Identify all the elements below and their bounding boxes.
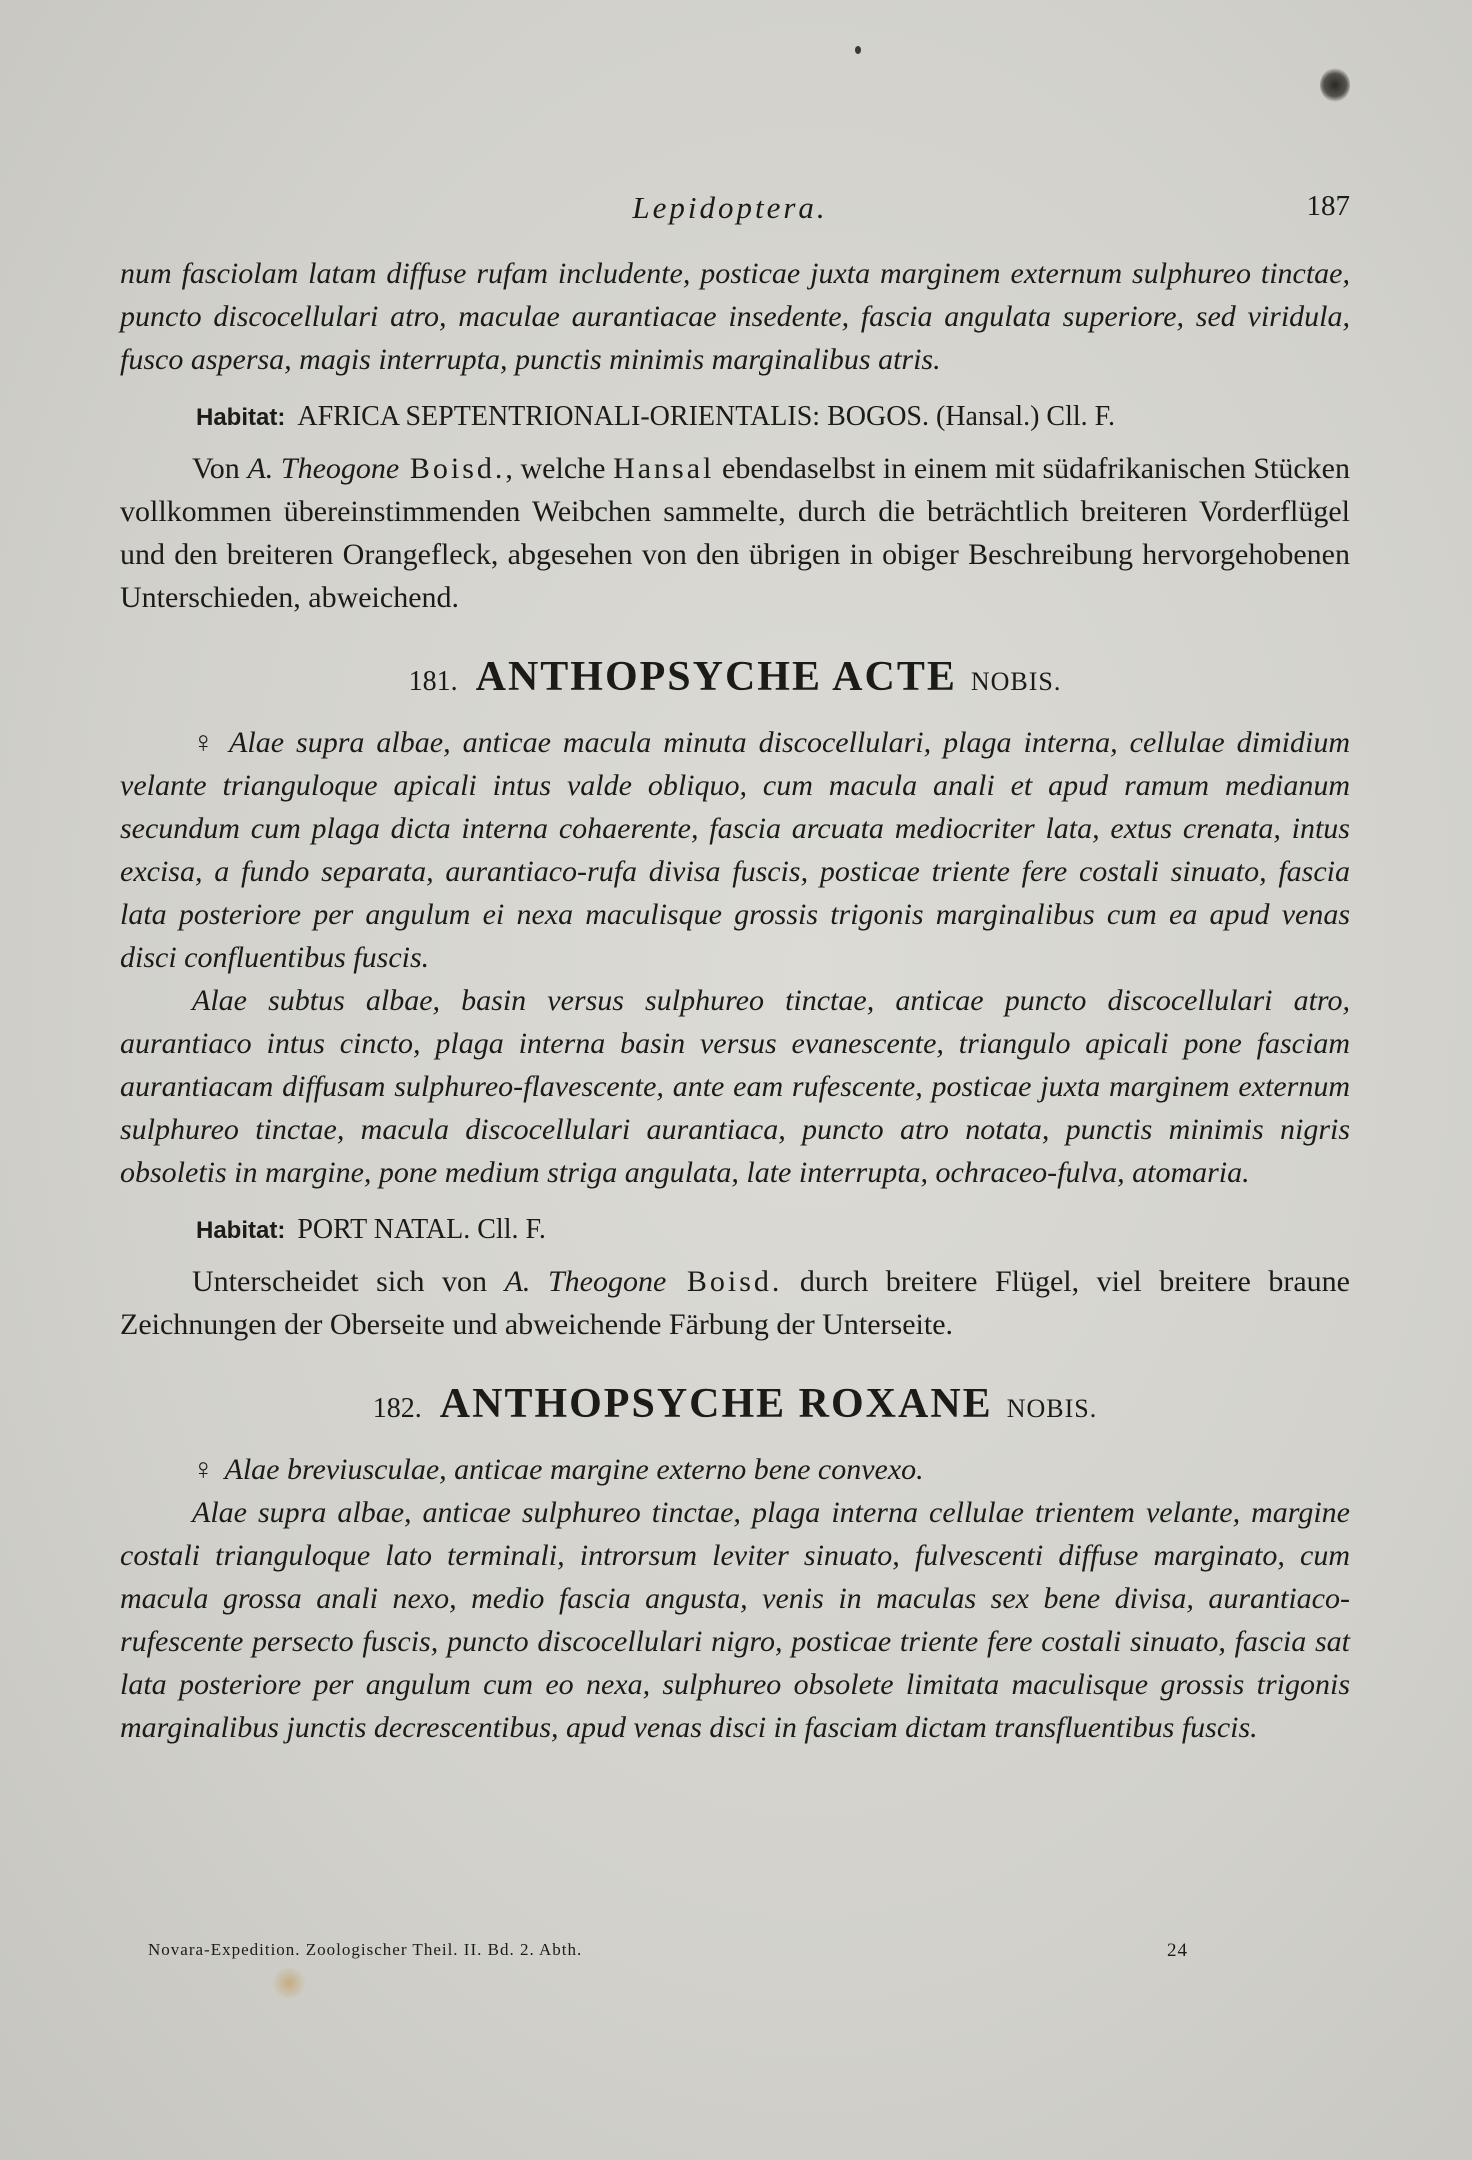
german-remark	[120, 1260, 1350, 1346]
habitat-text: PORT NATAL. Cll. F.	[297, 1214, 546, 1245]
german-text: , welche	[505, 452, 614, 485]
species-heading-181	[120, 653, 1350, 701]
female-symbol-icon: ♀	[192, 726, 220, 759]
footer-imprint: Novara-Expedition. Zoologischer Theil. II. Bd. 2. Abth.	[148, 1940, 583, 1959]
german-text: Von	[192, 452, 248, 485]
latin-text: Alae breviusculae, anticae margine externo bene convexo.	[224, 1453, 924, 1486]
german-text: durch breitere Flügel, viel breitere braune Zeichnungen der Oberseite und abweichende Färbung der Unterseite.	[120, 1265, 1350, 1341]
species-heading-182	[120, 1380, 1350, 1428]
species-number: 182.	[372, 1393, 422, 1424]
species-number: 181.	[408, 666, 458, 697]
habitat-text: AFRICA SEPTENTRIONALI-ORIENTALIS: BOGOS. (Hansal.) Cll. F.	[297, 401, 1115, 432]
species-name: A. Theogone	[504, 1265, 667, 1298]
habitat-label: Habitat:	[196, 1217, 286, 1244]
foxing-stain	[272, 1968, 306, 1998]
page-footer	[148, 1940, 1188, 1964]
latin-description-upperside: Alae supra albae, anticae sulphureo tinctae, plaga interna cellulae trientem velante, margine costali trianguloque lato terminali, introrsum leviter sinuato, fulvescenti diffuse marginato, cum macula grossa anali nexo, medio fascia angusta, venis in maculas sex bene divisa, aurantiaco-rufescente persecto fuscis, puncto discocellulari nigro, posticae triente fere costali sinuato, fascia sat lata posteriore per angulum cum eo nexa, sulphureo obsolete limitata maculisque grossis trigonis marginalibus junctis decrescentibus, apud venas disci in fasciam dictam transfluentibus fuscis.	[120, 1496, 1350, 1744]
species-title: ANTHOPSYCHE ACTE	[475, 654, 957, 700]
female-symbol-icon: ♀	[192, 1453, 215, 1486]
latin-text: Alae supra albae, anticae macula minuta discocellulari, plaga interna, cellulae dimidium velante trianguloque apicali intus valde obliquo, cum macula anali et apud ramum medianum secundum cum plaga dicta interna cohaerente, fascia arcuata mediocriter lata, extus crenata, intus excisa, a fundo separata, aurantiaco-rufa divisa fuscis, posticae triente fere costali sinuato, fascia lata posteriore per angulum ei nexa maculisque grossis trigonis marginalibus cum ea apud venas disci confluentibus fuscis.	[120, 726, 1350, 974]
ink-blot	[1320, 68, 1350, 102]
german-text: ebendaselbst in einem mit südafrikanischen Stücken vollkommen übereinstimmenden Weibchen sammelte, durch die beträchtlich breiteren Vorderflügel und den breiteren Orangefleck, abgesehen von den übrigen in obiger Beschreibung hervorgehobenen Unterschieden, abweichend.	[120, 452, 1350, 614]
german-text: Unterscheidet sich von	[192, 1265, 505, 1298]
continued-latin-description: num fasciolam latam diffuse rufam includente, posticae juxta marginem externum sulphureo tinctae, puncto discocellulari atro, maculae aurantiacae insedente, fascia angulata superiore, sed viridula, fusco aspersa, magis interrupta, punctis minimis marginalibus atris.	[120, 257, 1350, 376]
page-number: 187	[1306, 190, 1350, 222]
species-authority: NOBIS.	[1006, 1394, 1098, 1423]
german-remark	[120, 447, 1350, 619]
habitat-line	[120, 1208, 1350, 1252]
running-header	[110, 190, 1350, 234]
collector-name: Hansal	[613, 452, 715, 485]
habitat-line	[120, 395, 1350, 439]
running-title: Lepidoptera.	[632, 190, 828, 225]
signature-mark: 24	[1167, 1940, 1188, 1961]
ink-dot	[855, 46, 861, 54]
page-body	[120, 252, 1350, 1749]
species-name: A. Theogone	[247, 452, 400, 485]
species-authority: NOBIS.	[970, 667, 1062, 696]
author-name: Boisd.	[399, 452, 506, 485]
latin-diagnosis	[120, 1448, 1350, 1491]
latin-description-upperside	[120, 721, 1350, 979]
latin-description-underside: Alae subtus albae, basin versus sulphureo tinctae, anticae puncto discocellulari atro, aurantiaco intus cincto, plaga interna basin versus evanescente, triangulo apicali pone fasciam aurantiacam diffusam sulphureo-flavescente, ante eam rufescente, posticae juxta marginem externum sulphureo tinctae, macula discocellulari aurantiaca, puncto atro notata, punctis minimis nigris obsoletis in margine, pone medium striga angulata, late interrupta, ochraceo-fulva, atomaria.	[120, 984, 1350, 1189]
habitat-label: Habitat:	[196, 404, 286, 431]
species-title: ANTHOPSYCHE ROXANE	[439, 1381, 993, 1427]
author-name: Boisd.	[666, 1265, 783, 1298]
